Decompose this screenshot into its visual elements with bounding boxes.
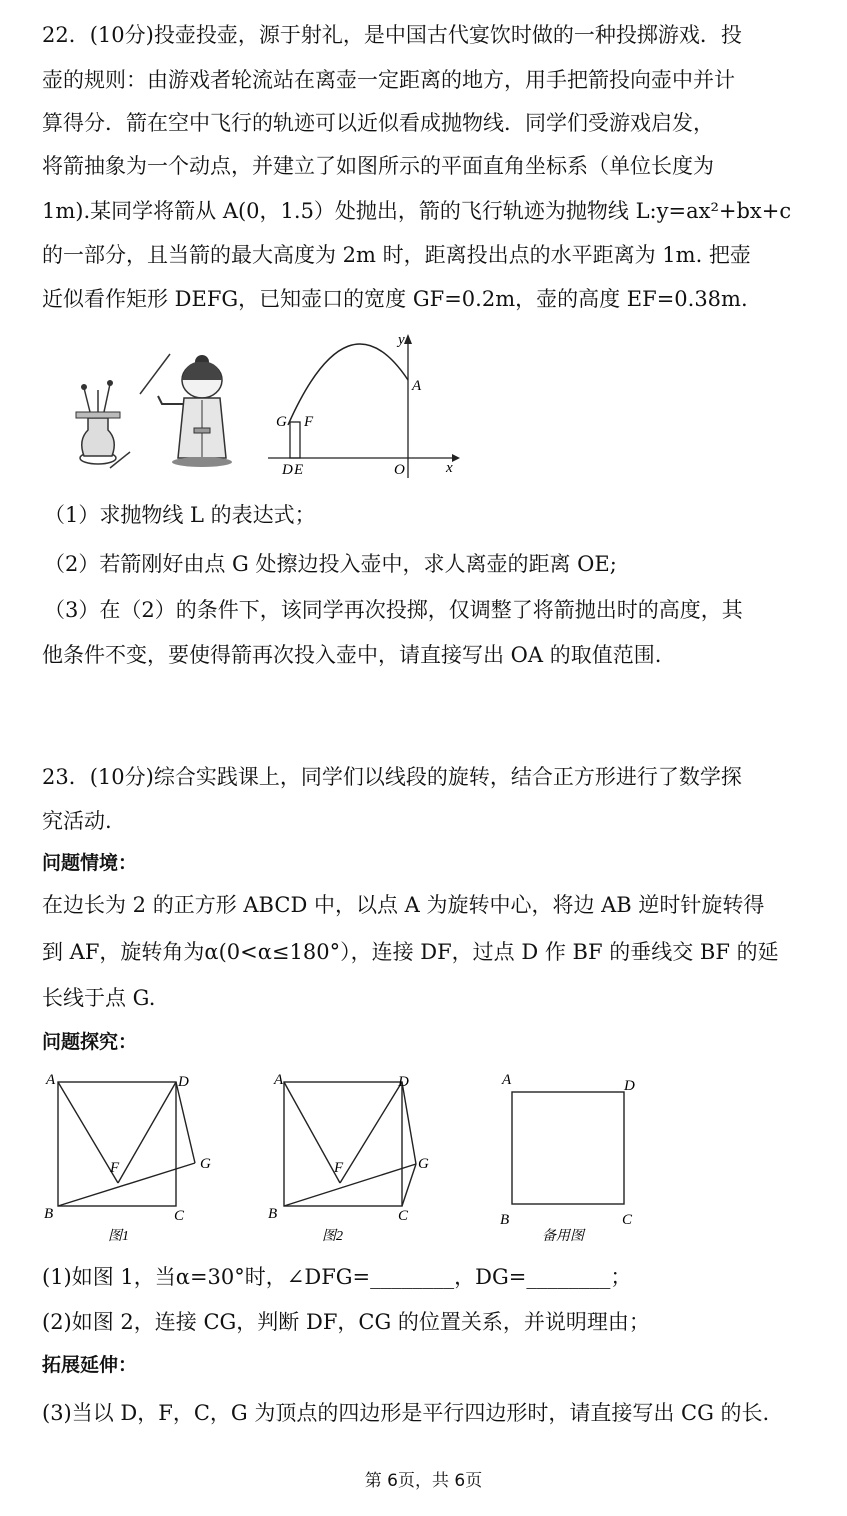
q22-sub3-line1: （3）在（2）的条件下，该同学再次投掷，仅调整了将箭抛出时的高度，其 — [44, 598, 743, 622]
q22-line-2: 壶的规则：由游戏者轮流站在离壶一定距离的地方，用手把箭投向壶中并计 — [42, 68, 735, 92]
point-label: G — [418, 1156, 429, 1172]
q23-context-1: 在边长为 2 的正方形 ABCD 中，以点 A 为旋转中心，将边 AB 逆时针旋转得 — [42, 893, 765, 917]
q23-context-2: 到 AF，旋转角为α(0<α≤180°），连接 DF，过点 D 作 BF 的垂线交 BF 的延 — [42, 940, 779, 964]
q22-line-7: 近似看作矩形 DEFG，已知壶口的宽度 GF=0.2m，壶的高度 EF=0.38m. — [42, 287, 748, 311]
heading-extension: 拓展延伸： — [42, 1354, 138, 1376]
q22-line-4: 将箭抽象为一个动点，并建立了如图所示的平面直角坐标系（单位长度为 — [42, 154, 714, 178]
label-D: D — [282, 462, 293, 478]
q22-sub3-line2: 他条件不变，要使得箭再次投入壶中，请直接写出 OA 的取值范围. — [42, 643, 662, 667]
parabola-diagram — [262, 330, 462, 480]
point-label: G — [200, 1156, 211, 1172]
label-y: y — [398, 332, 405, 348]
page-footer: 第 6页，共 6页 — [364, 1471, 483, 1491]
label-x: x — [446, 460, 453, 476]
q23-line-1: 23．(10分)综合实践课上，同学们以线段的旋转，结合正方形进行了数学探 — [42, 765, 742, 789]
q22-sub2: （2）若箭刚好由点 G 处擦边投入壶中，求人离壶的距离 OE; — [44, 552, 617, 576]
q23-part1: (1)如图 1，当α=30°时，∠DFG=________，DG=________； — [42, 1265, 632, 1289]
point-label: C — [398, 1208, 409, 1224]
q22-line-6: 的一部分，且当箭的最大高度为 2m 时，距离投出点的水平距离为 1m. 把壶 — [42, 243, 751, 267]
point-label: F — [334, 1160, 344, 1176]
point-label: F — [110, 1160, 120, 1176]
figure-1 — [40, 1068, 220, 1248]
label-E: E — [294, 462, 304, 478]
point-label: A — [46, 1072, 56, 1088]
label-G: G — [276, 414, 287, 430]
parabola-curve — [288, 344, 408, 425]
fig1-caption: 图1 — [108, 1229, 129, 1244]
point-label: C — [622, 1212, 633, 1228]
point-label: A — [502, 1072, 512, 1088]
q22-sub1: （1）求抛物线 L 的表达式； — [44, 503, 316, 527]
point-label: A — [274, 1072, 284, 1088]
q22-line-3: 算得分．箭在空中飞行的轨迹可以近似看成抛物线．同学们受游戏启发， — [42, 111, 714, 135]
q22-line-1: 22．(10分)投壶投壶，源于射礼，是中国古代宴饮时做的一种投掷游戏．投 — [42, 23, 742, 47]
point-label: B — [268, 1206, 278, 1222]
point-label: C — [174, 1208, 185, 1224]
label-O: O — [394, 462, 405, 478]
q23-context-3: 长线于点 G. — [42, 986, 156, 1010]
pot-rectangle — [290, 422, 300, 458]
point-label: B — [44, 1206, 54, 1222]
point-label: D — [398, 1074, 409, 1090]
q23-line-2: 究活动. — [42, 809, 112, 833]
figure-2 — [264, 1068, 444, 1248]
heading-problem-context: 问题情境： — [42, 852, 138, 874]
label-F: F — [304, 414, 314, 430]
label-A: A — [412, 378, 422, 394]
point-label: D — [624, 1078, 635, 1094]
point-label: B — [500, 1212, 510, 1228]
q22-line-5: 1m).某同学将箭从 A(0，1.5）处抛出，箭的飞行轨迹为抛物线 L:y=ax²+bx+c — [42, 199, 792, 223]
fig2-caption: 图2 — [322, 1229, 343, 1244]
pitch-pot-illustration — [70, 340, 250, 475]
point-label: D — [178, 1074, 189, 1090]
heading-problem-explore: 问题探究： — [42, 1031, 138, 1053]
figure-spare — [494, 1068, 654, 1248]
q23-part3: (3)当以 D，F，C，G 为顶点的四边形是平行四边形时，请直接写出 CG 的长. — [42, 1401, 770, 1425]
q23-part2: (2)如图 2，连接 CG，判断 DF，CG 的位置关系，并说明理由； — [42, 1310, 650, 1334]
spare-caption: 备用图 — [542, 1229, 584, 1244]
